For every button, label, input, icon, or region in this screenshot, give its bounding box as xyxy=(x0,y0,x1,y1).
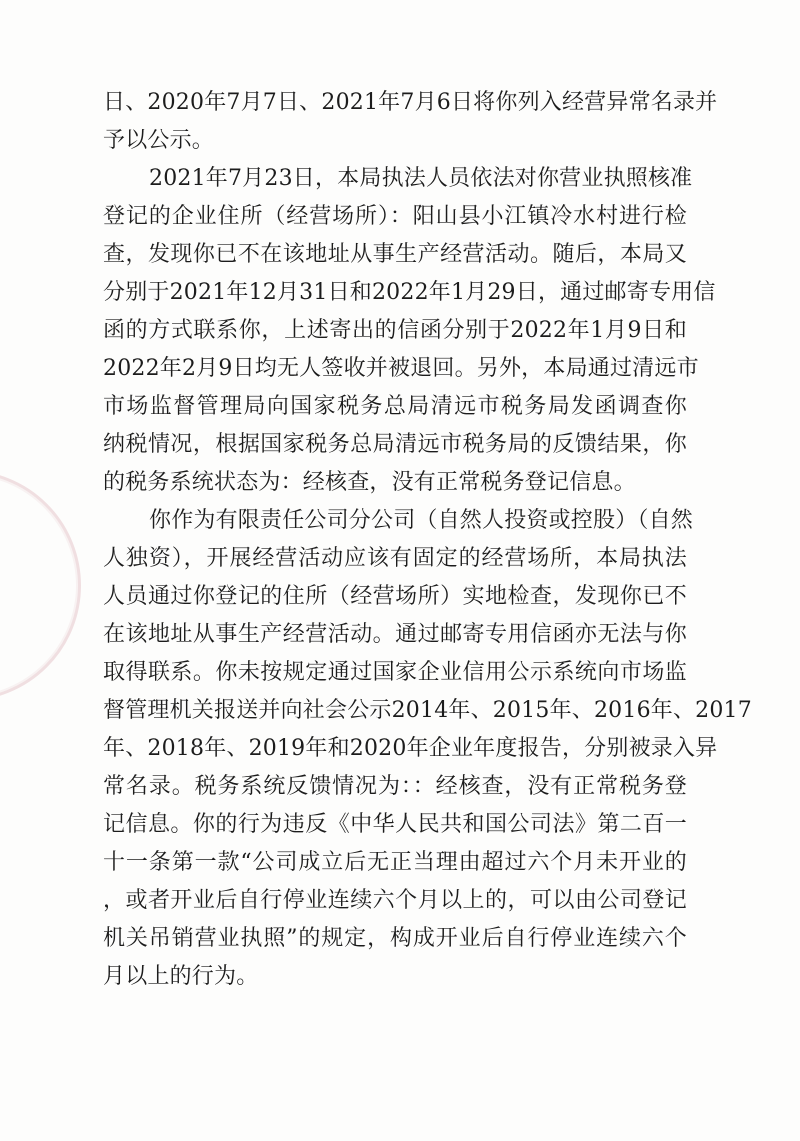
text-line: 登记的企业住所（经营场所）：阳山县小江镇冷水村进行检 xyxy=(103,204,687,229)
text-line: 督管理机关报送并向社会公示2014年、2015年、2016年、2017 xyxy=(103,698,752,723)
text-line: 人员通过你登记的住所（经营场所）实地检查，发现你已不 xyxy=(103,584,687,609)
text-line: 予以公示。 xyxy=(103,128,215,153)
text-line: 月以上的行为。 xyxy=(103,964,259,989)
text-line: 纳税情况，根据国家税务总局清远市税务局的反馈结果，你 xyxy=(103,432,687,457)
text-line: 机关吊销营业执照”的规定，构成开业后自行停业连续六个 xyxy=(103,926,687,951)
text-line: 市场监督管理局向国家税务总局清远市税务局发函调查你 xyxy=(103,394,687,419)
official-seal-edge xyxy=(0,470,81,701)
text-line: 分别于2021年12月31日和2022年1月29日，通过邮寄专用信 xyxy=(103,280,716,305)
text-line: 日、2020年7月7日、2021年7月6日将你列入经营异常名录并 xyxy=(103,90,718,115)
text-line: 十一条第一款“公司成立后无正当理由超过六个月未开业的 xyxy=(103,850,687,875)
text-line: 年、2018年、2019年和2020年企业年度报告，分别被录入异 xyxy=(103,736,718,761)
text-line: 记信息。你的行为违反《中华人民共和国公司法》第二百一 xyxy=(103,812,687,837)
text-line: 查，发现你已不在该地址从事生产经营活动。随后，本局又 xyxy=(103,242,687,267)
text-line: 取得联系。你未按规定通过国家企业信用公示系统向市场监 xyxy=(103,660,687,685)
text-line: 函的方式联系你，上述寄出的信函分别于2022年1月9日和 xyxy=(103,318,687,343)
text-line: 人独资），开展经营活动应该有固定的经营场所，本局执法 xyxy=(103,546,687,571)
paragraph-start-line: 你作为有限责任公司分公司（自然人投资或控股）（自然 xyxy=(149,508,694,533)
text-line: 的税务系统状态为：经核查，没有正常税务登记信息。 xyxy=(103,470,636,495)
text-line: 在该地址从事生产经营活动。通过邮寄专用信函亦无法与你 xyxy=(103,622,687,647)
text-line: ，或者开业后自行停业连续六个月以上的，可以由公司登记 xyxy=(103,888,687,913)
text-line: 2022年2月9日均无人签收并被退回。另外，本局通过清远市 xyxy=(103,356,699,381)
paragraph-start-line: 2021年7月23日，本局执法人员依法对你营业执照核准 xyxy=(149,166,693,191)
document-body xyxy=(103,84,752,996)
text-line: 常名录。税务系统反馈情况为：：经核查，没有正常税务登 xyxy=(103,774,687,799)
